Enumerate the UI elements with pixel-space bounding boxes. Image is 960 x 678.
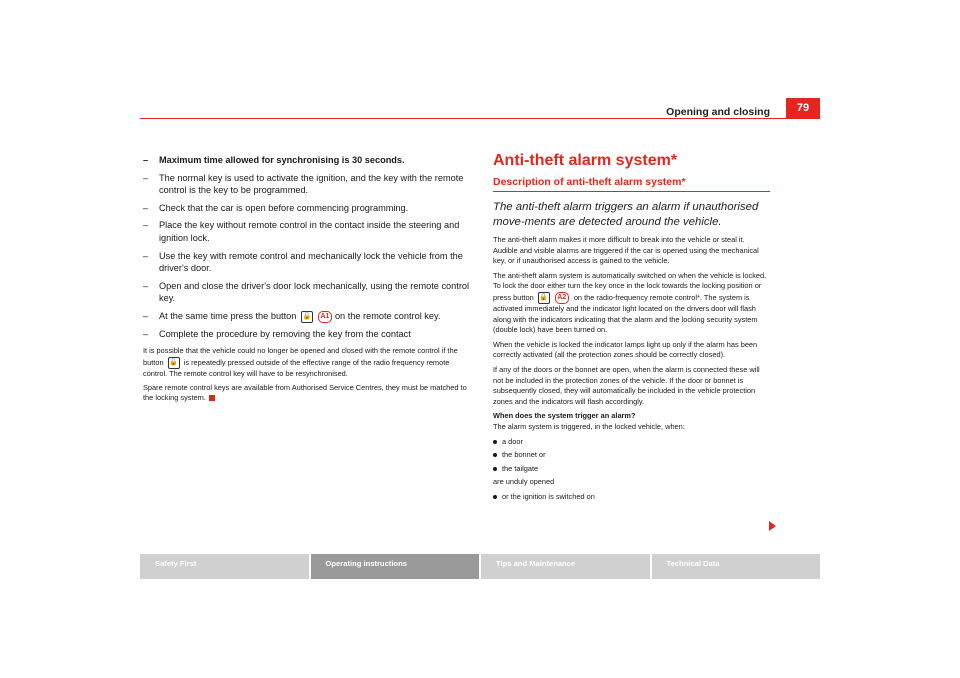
subsection-heading: Description of anti-theft alarm system*: [493, 176, 770, 192]
paragraph: The anti-theft alarm makes it more difficult to break into the vehicle or steal it. Audible and visible alarms are triggered if the car is opened using the mechanical key, or if unauthorised access is gained to the vehicle.: [493, 235, 759, 266]
list-item: a door: [493, 437, 770, 448]
body-text: [493, 235, 770, 502]
footer-tab-operating-instructions[interactable]: Operating instructions: [309, 554, 480, 579]
procedure-step: – At the same time press the button 🔓 A1 on the remote control key.: [143, 310, 441, 321]
paragraph: When the vehicle is locked the indicator lamps light up only if the alarm has been correctly activated (all the protection zones should be correctly closed).: [493, 339, 758, 360]
list-item: or the ignition is switched on: [493, 492, 770, 503]
procedure-step: – Maximum time allowed for synchronising is 30 seconds.: [143, 155, 405, 165]
paragraph: The anti-theft alarm system is automatically switched on when the vehicle is locked. To lock the door either turn the key once in the lock towards the locking position or press button 🔒 A2 on the radio-frequency remote control*. The system is activated immediately and the indicator light located on the drivers door will flash along with the indicators indicating that the alarm and the locking security system (double lock) have been turned on.: [493, 270, 767, 335]
paragraph: If any of the doors or the bonnet are open, when the alarm is connected these will not be included in the protection zones of the vehicle. If the door or bonnet is subsequently closed, they will automatically be included in the vehicle protection zones and the indicators will flash accordingly.: [493, 364, 760, 406]
question-heading: When does the system trigger an alarm?: [493, 411, 636, 421]
lead-paragraph: The anti-theft alarm triggers an alarm if unauthorised move-ments are detected around the vehicle.: [493, 201, 759, 228]
paragraph: The alarm system is triggered, in the locked vehicle, when:: [493, 421, 685, 431]
remote-unlock-button-icon: 🔓: [301, 311, 313, 323]
section-end-marker: [209, 395, 215, 401]
procedure-step: – Place the key without remote control in the contact inside the steering and ignition lock.: [143, 220, 460, 243]
list-item: the bonnet or: [493, 450, 770, 461]
procedure-step: – The normal key is used to activate the ignition, and the key with the remote control is the key to be programmed.: [143, 172, 464, 196]
list-item: the tailgate: [493, 464, 770, 475]
continue-arrow-icon: [769, 521, 776, 531]
procedure-step: – Open and close the driver's door lock mechanically, using the remote control key.: [143, 280, 470, 304]
callout-marker: A2: [555, 292, 569, 304]
procedure-step: – Use the key with remote control and mechanically lock the vehicle from the driver's door.: [143, 250, 463, 274]
page-header-title: Opening and closing: [666, 106, 770, 118]
remote-unlock-button-icon: 🔓: [168, 357, 180, 369]
page-number: 79: [786, 98, 820, 118]
header-divider: [140, 118, 820, 119]
footer-tab-safety-first[interactable]: Safety First: [140, 554, 309, 579]
footer-tab-tips-maintenance[interactable]: Tips and Maintenance: [479, 554, 650, 579]
right-column: [493, 152, 770, 505]
callout-marker: A1: [318, 311, 332, 323]
paragraph: are unduly opened: [493, 477, 555, 487]
section-heading: Anti-theft alarm system*: [493, 152, 678, 169]
remote-lock-button-icon: 🔒: [538, 292, 550, 304]
note-block: It is possible that the vehicle could no longer be opened and closed with the remote control if the button 🔓 is repeatedly pressed outside of the effective range of the radio frequency remote control. The remote control key will have to be resynchronised. Spare remote control keys are available from Authorised Service Centres, they must be matched to the locking system.: [143, 346, 467, 403]
footer-tab-technical-data[interactable]: Technical Data: [650, 554, 821, 579]
procedure-step: – Complete the procedure by removing the key from the contact: [143, 328, 411, 339]
footer-nav: [140, 554, 820, 579]
left-column: [143, 154, 473, 408]
procedure-step: – Check that the car is open before commencing programming.: [143, 202, 409, 213]
